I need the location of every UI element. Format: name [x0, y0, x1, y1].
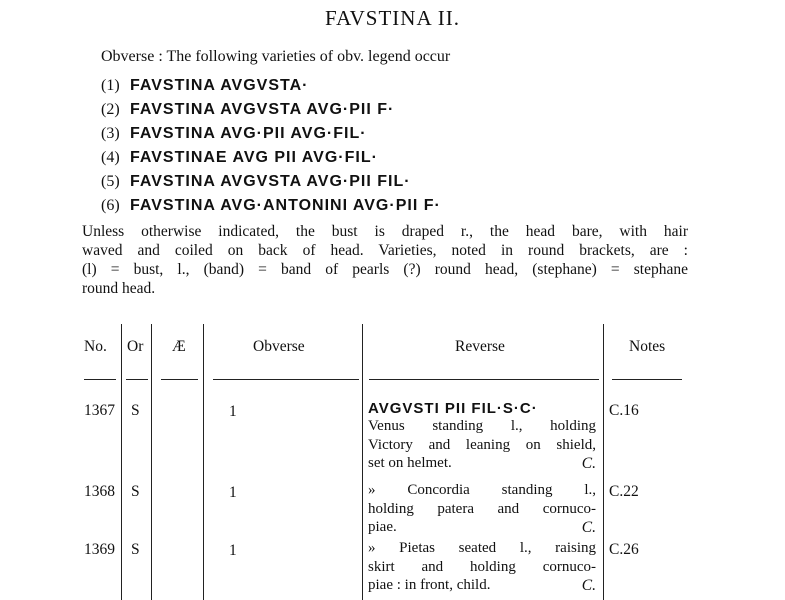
- legend-number: (3): [101, 125, 120, 142]
- row-obverse: 1: [229, 403, 237, 420]
- obverse-intro: Obverse : The following varieties of obv. legend occur: [101, 48, 451, 65]
- legend-item: [101, 169, 441, 193]
- header-obverse: Obverse: [253, 338, 305, 355]
- reverse-line: Victory and leaning on shield,: [368, 436, 596, 453]
- row-obverse: 1: [229, 542, 237, 559]
- legend-item: [101, 121, 441, 145]
- legend-list: [101, 73, 441, 217]
- column-divider: [121, 324, 122, 600]
- header-rule: [84, 379, 116, 380]
- legend-text: FAVSTINAE AVG PII AVG·FIL·: [130, 149, 378, 166]
- row-notes: C.16: [609, 402, 639, 419]
- legend-item: [101, 145, 441, 169]
- reverse-line: set on helmet.: [368, 455, 452, 471]
- legend-number: (6): [101, 197, 120, 214]
- header-or: Or: [127, 338, 144, 355]
- description-line: round head.: [82, 280, 156, 297]
- reverse-mark: C.: [581, 518, 596, 536]
- description-paragraph: [82, 222, 688, 298]
- description-line: waved and coiled on back of head. Varieties, noted in round brackets, are :: [82, 242, 688, 259]
- column-divider: [203, 324, 204, 600]
- row-notes: C.22: [609, 483, 639, 500]
- page-title: FAVSTINA II.: [325, 6, 460, 30]
- reverse-line: skirt and holding cornuco-: [368, 558, 596, 575]
- reverse-legend: AVGVSTI PII FIL·S·C·: [368, 400, 538, 417]
- header-rule: [369, 379, 599, 380]
- row-reverse: [368, 481, 596, 537]
- reverse-mark: C.: [581, 454, 596, 472]
- legend-number: (4): [101, 149, 120, 166]
- header-rule: [612, 379, 682, 380]
- reverse-line: » Concordia standing l.,: [368, 482, 596, 498]
- description-line: Unless otherwise indicated, the bust is draped r., the head bare, with hair: [82, 223, 688, 240]
- legend-item: [101, 97, 441, 121]
- column-divider: [362, 324, 363, 600]
- reverse-line: holding patera and cornuco-: [368, 500, 596, 517]
- header-no: No.: [84, 338, 107, 355]
- reverse-mark: C.: [581, 576, 596, 594]
- row-reverse: [368, 539, 596, 595]
- row-orientation: S: [131, 483, 140, 500]
- legend-item: [101, 193, 441, 217]
- reverse-line: piae.: [368, 519, 397, 535]
- header-reverse: Reverse: [455, 338, 505, 355]
- row-reverse: [368, 400, 596, 473]
- header-rule: [126, 379, 148, 380]
- legend-item: [101, 73, 441, 97]
- legend-text: FAVSTINA AVG·ANTONINI AVG·PII F·: [130, 197, 441, 214]
- row-obverse: 1: [229, 484, 237, 501]
- header-rule: [161, 379, 198, 380]
- header-ae: Æ: [172, 338, 186, 355]
- row-number: 1368: [84, 483, 115, 500]
- catalogue-table: [0, 318, 785, 600]
- reverse-line: piae : in front, child.: [368, 577, 491, 593]
- row-notes: C.26: [609, 541, 639, 558]
- header-rule: [213, 379, 359, 380]
- legend-text: FAVSTINA AVGVSTA·: [130, 77, 309, 94]
- legend-text: FAVSTINA AVGVSTA AVG·PII FIL·: [130, 173, 411, 190]
- row-number: 1367: [84, 402, 115, 419]
- description-line: (l) = bust, l., (band) = band of pearls (?) round head, (stephane) = stephane: [82, 261, 688, 278]
- reverse-line: » Pietas seated l., raising: [368, 540, 596, 556]
- legend-text: FAVSTINA AVGVSTA AVG·PII F·: [130, 101, 395, 118]
- header-notes: Notes: [629, 338, 666, 355]
- column-divider: [151, 324, 152, 600]
- row-number: 1369: [84, 541, 115, 558]
- legend-text: FAVSTINA AVG·PII AVG·FIL·: [130, 125, 367, 142]
- row-orientation: S: [131, 402, 140, 419]
- reverse-line: Venus standing l., holding: [368, 418, 596, 434]
- legend-number: (5): [101, 173, 120, 190]
- column-divider: [603, 324, 604, 600]
- legend-number: (2): [101, 101, 120, 118]
- legend-number: (1): [101, 77, 120, 94]
- row-orientation: S: [131, 541, 140, 558]
